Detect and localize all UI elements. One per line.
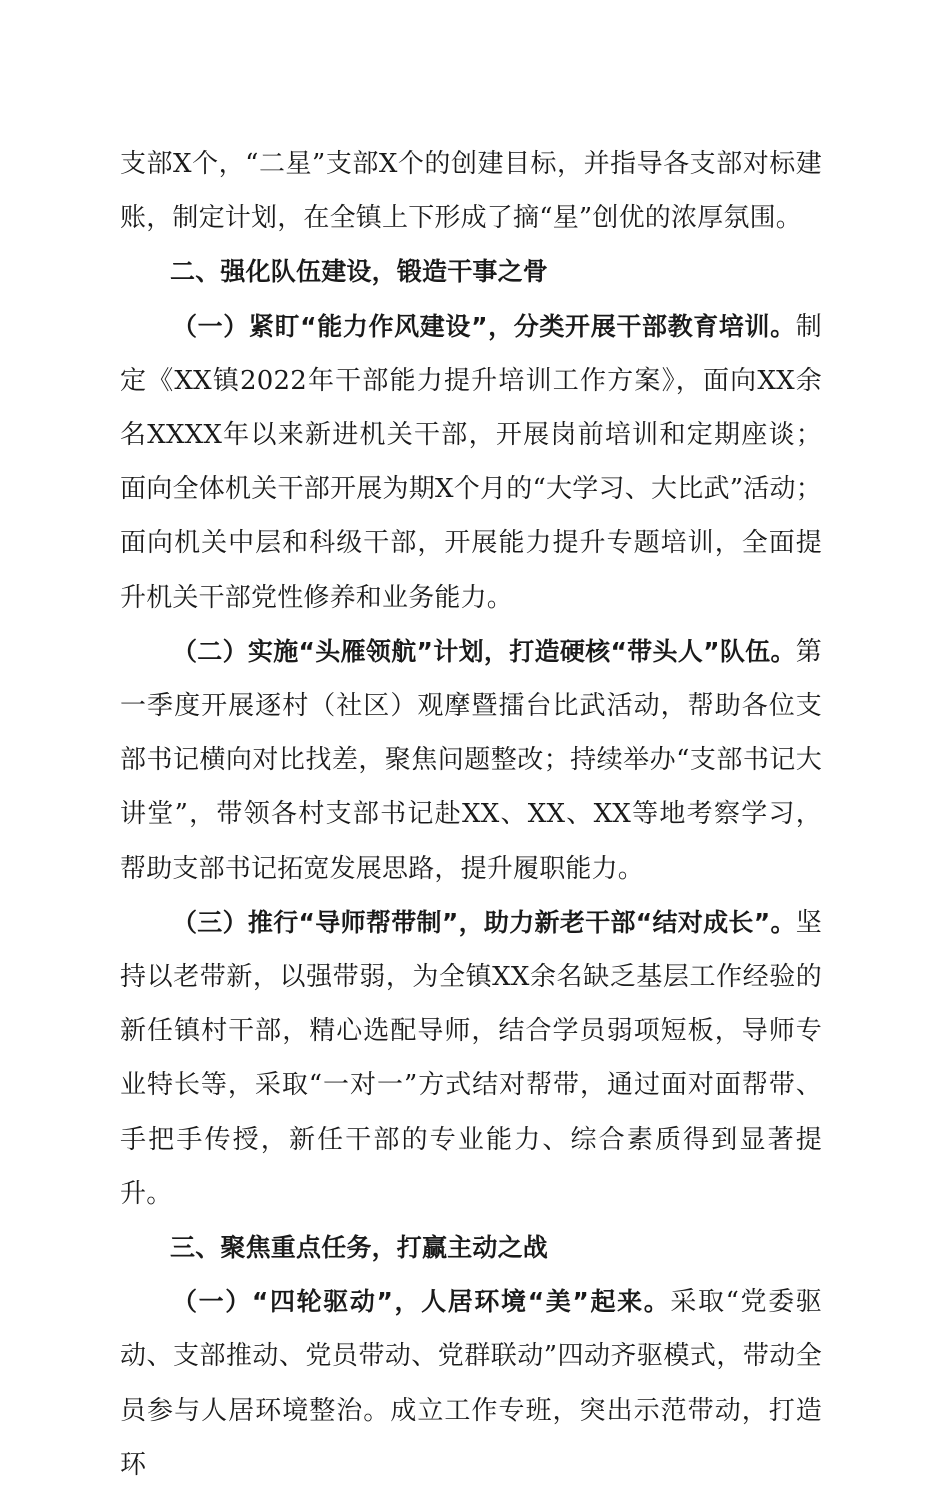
subsection-4-title: （一）“四轮驱动”，人居环境“美”起来。 <box>172 1287 671 1317</box>
document-page <box>120 137 822 1492</box>
subsection-3-body: 坚持以老带新，以强带弱，为全镇XX余名缺乏基层工作经验的新任镇村干部，精心选配导师，结合学员弱项短板，导师专业特长等，采取“一对一”方式结对帮带，通过面对面帮带、手把手传授，新任干部的专业能力、综合素质得到显著提升。 <box>120 907 822 1209</box>
subsection-1-body: 制定《XX镇2022年干部能力提升培训工作方案》，面向XX余名XXXX年以来新进机关干部，开展岗前培训和定期座谈；面向全体机关干部开展为期X个月的“大学习、大比武”活动；面向机关中层和科级干部，开展能力提升专题培训，全面提升机关干部党性修养和业务能力。 <box>120 311 822 613</box>
subsection-3-title: （三）推行“导师帮带制”，助力新老干部“结对成长”。 <box>172 907 796 937</box>
subsection-2-title: （二）实施“头雁领航”计划，打造硬核“带头人”队伍。 <box>172 636 796 666</box>
section-heading-3: 三、聚焦重点任务，打赢主动之战 <box>170 1233 549 1263</box>
subsection-2-body: 第一季度开展逐村（社区）观摩暨擂台比武活动，帮助各位支部书记横向对比找差，聚焦问题整改；持续举办“支部书记大讲堂”，带领各村支部书记赴XX、XX、XX等地考察学习，帮助支部书记拓宽发展思路，提升履职能力。 <box>120 636 822 884</box>
paragraph-intro: 支部X个，“二星”支部X个的创建目标，并指导各支部对标建账，制定计划，在全镇上下形成了摘“星”创优的浓厚氛围。 <box>120 149 822 234</box>
subsection-1-title: （一）紧盯“能力作风建设”，分类开展干部教育培训。 <box>172 311 796 341</box>
section-heading-2: 二、强化队伍建设，锻造干事之骨 <box>170 257 549 287</box>
subsection-4-body: 采取“党委驱动、支部推动、党员带动、党群联动”四动齐驱模式，带动全员参与人居环境整治。成立工作专班，突出示范带动，打造环 <box>120 1287 822 1480</box>
subsection-3 <box>120 896 822 1221</box>
subsection-1 <box>120 300 822 625</box>
subsection-2 <box>120 625 822 896</box>
subsection-4 <box>120 1275 822 1492</box>
